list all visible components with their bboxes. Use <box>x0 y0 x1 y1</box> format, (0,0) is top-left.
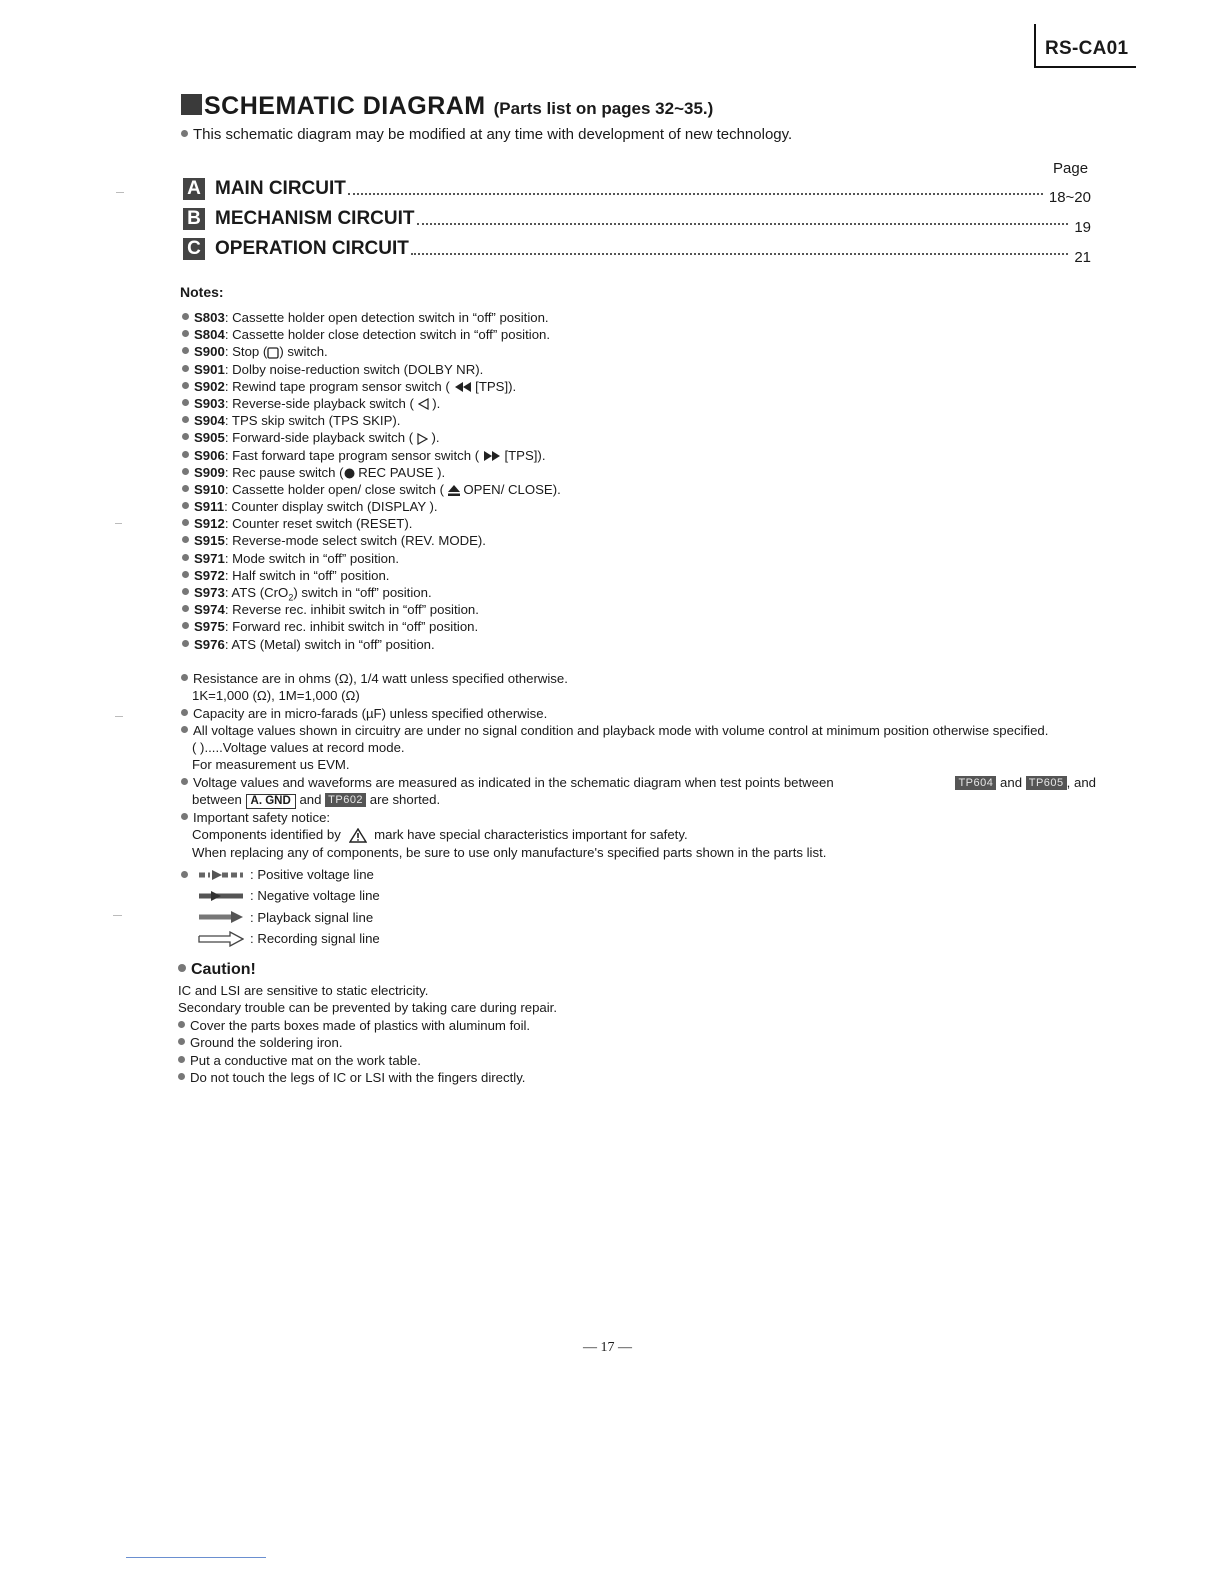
list-item <box>182 550 882 567</box>
switch-desc: : Dolby noise-reduction switch (DOLBY NR). <box>224 361 484 377</box>
switch-code: S804 <box>194 327 225 343</box>
caution-section <box>178 961 557 1086</box>
switch-desc-tail: ) switch. <box>279 344 328 360</box>
list-item <box>182 481 882 498</box>
switch-code: S910 <box>194 481 225 497</box>
general-notes <box>181 670 1096 861</box>
switch-desc: : ATS (CrO <box>224 585 289 600</box>
switch-desc: : Mode switch in “off” position. <box>224 550 400 566</box>
list-item <box>181 722 1096 739</box>
scan-speck <box>116 192 124 193</box>
forward-play-icon <box>417 433 428 445</box>
list-item <box>178 1052 557 1069</box>
bullet-icon <box>182 571 189 578</box>
bullet-icon <box>181 709 188 716</box>
note-text: Resistance are in ohms (Ω), 1/4 watt unless specified otherwise. <box>193 671 568 686</box>
toc-item-operation-circuit[interactable] <box>183 234 1091 266</box>
toc-item-title: MECHANISM CIRCUIT <box>215 208 415 229</box>
list-item <box>182 636 882 653</box>
switch-code: S912 <box>194 516 225 532</box>
scan-speck <box>115 716 123 717</box>
list-item <box>182 515 882 532</box>
playback-signal-line-icon <box>198 910 244 924</box>
switch-code: S973 <box>194 585 225 600</box>
switch-code: S906 <box>194 447 225 463</box>
toc-item-title: MAIN CIRCUIT <box>215 178 346 199</box>
title-square-icon <box>181 94 202 115</box>
list-item <box>182 498 882 515</box>
bullet-icon <box>182 433 189 440</box>
toc-item-page: 18~20 <box>1048 189 1091 206</box>
note-text: Components identified by <box>192 827 341 843</box>
legend-item-recording <box>181 928 380 949</box>
note-text: For measurement us EVM. <box>192 757 350 773</box>
legend-item-positive <box>181 864 380 885</box>
bullet-icon <box>182 313 189 320</box>
switch-list <box>182 309 882 653</box>
note-text: are shorted. <box>369 792 441 808</box>
list-item <box>178 1017 557 1034</box>
switch-desc: : Reverse-side playback switch ( <box>224 395 418 411</box>
toc-letter-badge: A <box>183 178 205 200</box>
switch-code: S971 <box>194 550 225 566</box>
caution-bullet-text: Cover the parts boxes made of plastics with aluminum foil. <box>190 1017 531 1033</box>
bullet-icon <box>178 1038 185 1045</box>
eject-icon <box>448 485 460 496</box>
switch-code: S911 <box>194 499 225 515</box>
bullet-icon <box>182 468 189 475</box>
legend-label: : Recording signal line <box>250 931 380 947</box>
bullet-icon <box>178 1056 185 1063</box>
stop-square-icon <box>267 347 279 359</box>
switch-desc-tail: [TPS]). <box>500 447 546 463</box>
toc-item-mechanism-circuit[interactable] <box>183 204 1091 236</box>
note-text: All voltage values shown in circuitry are under no signal condition and playback mode with volume control at minimum position otherwise specified. <box>193 722 1049 738</box>
switch-desc: : TPS skip switch (TPS SKIP). <box>224 413 401 429</box>
note-text <box>181 826 1096 843</box>
bullet-icon <box>181 871 188 878</box>
switch-desc: : Counter reset switch (RESET). <box>224 516 413 532</box>
switch-code: S900 <box>194 344 225 360</box>
agnd-badge: A. GND <box>246 794 296 809</box>
note-text: and <box>1000 774 1023 790</box>
switch-desc-tail: ). <box>428 395 441 411</box>
switch-code: S901 <box>194 361 225 377</box>
bullet-icon <box>181 674 188 681</box>
note-text: Important safety notice: <box>193 810 331 826</box>
toc-letter-badge: C <box>183 238 205 260</box>
list-item <box>182 447 882 464</box>
toc-item-title: OPERATION CIRCUIT <box>215 238 409 259</box>
bullet-icon <box>182 519 189 526</box>
note-text <box>181 791 1096 809</box>
bullet-icon <box>182 365 189 372</box>
note-text: Capacity are in micro-farads (µF) unless specified otherwise. <box>193 705 548 721</box>
intro-text: This schematic diagram may be modified at any time with development of new technology. <box>193 126 793 143</box>
list-item <box>181 705 1096 722</box>
list-item <box>182 584 882 601</box>
tp605-badge: TP605 <box>1026 776 1067 790</box>
bullet-icon <box>182 382 189 389</box>
note-text: , and <box>1066 774 1096 790</box>
recording-signal-line-icon <box>198 931 244 947</box>
bullet-icon <box>182 640 189 647</box>
scan-speck <box>115 523 122 524</box>
subscript: 2 <box>288 592 294 603</box>
switch-desc-tail: [TPS]). <box>471 378 517 394</box>
caution-bullet-text: Put a conductive mat on the work table. <box>190 1052 421 1068</box>
bullet-icon <box>182 451 189 458</box>
caution-bullet-text: Do not touch the legs of IC or LSI with the fingers directly. <box>190 1070 526 1086</box>
record-dot-icon <box>344 468 355 479</box>
toc-page-label: Page <box>1053 160 1089 177</box>
switch-code: S905 <box>194 430 225 446</box>
list-item <box>178 1069 557 1086</box>
list-item <box>182 309 882 326</box>
legend-item-playback <box>181 907 380 928</box>
bullet-icon <box>182 622 189 629</box>
list-item <box>182 532 882 549</box>
fast-forward-icon <box>483 451 501 461</box>
list-item <box>182 412 882 429</box>
bullet-icon <box>181 813 188 820</box>
note-text: mark have special characteristics important for safety. <box>374 827 688 843</box>
list-item <box>181 774 1096 791</box>
switch-desc: : Forward rec. inhibit switch in “off” position. <box>224 619 479 635</box>
footer-rule <box>126 1557 266 1558</box>
toc-item-main-circuit[interactable] <box>183 174 1091 206</box>
note-text: ( ).....Voltage values at record mode. <box>192 740 405 756</box>
switch-desc: : Cassette holder close detection switch in “off” position. <box>224 327 551 343</box>
switch-code: S972 <box>194 567 225 583</box>
bullet-icon <box>182 554 189 561</box>
switch-desc: : Reverse-mode select switch (REV. MODE). <box>224 533 486 549</box>
switch-code: S909 <box>194 464 225 480</box>
toc-item-page: 19 <box>1074 219 1091 236</box>
caution-line: Secondary trouble can be prevented by taking care during repair. <box>178 1000 558 1016</box>
switch-desc: : Stop ( <box>224 344 268 360</box>
bullet-icon <box>181 130 188 137</box>
reverse-play-icon <box>418 398 429 410</box>
list-item <box>182 618 882 635</box>
toc-leader-dots <box>411 253 1068 255</box>
bullet-icon <box>182 399 189 406</box>
switch-desc: : Forward-side playback switch ( <box>224 430 417 446</box>
caution-bullet-text: Ground the soldering iron. <box>190 1035 343 1051</box>
note-text: Voltage values and waveforms are measured as indicated in the schematic diagram when test points between <box>193 774 834 790</box>
switch-code: S902 <box>194 378 225 394</box>
list-item <box>182 395 882 412</box>
switch-desc: : Cassette holder open detection switch in “off” position. <box>224 310 549 325</box>
note-text: When replacing any of components, be sure to use only manufacture's specified parts shown in the parts list. <box>192 844 827 860</box>
legend-label: : Playback signal line <box>250 909 374 925</box>
legend-label: : Negative voltage line <box>250 888 380 904</box>
positive-voltage-line-icon <box>198 869 244 881</box>
rewind-icon <box>454 382 472 392</box>
toc-leader-dots <box>417 223 1069 225</box>
bullet-icon <box>178 964 186 972</box>
list-item <box>181 670 1096 687</box>
tp602-badge: TP602 <box>325 793 366 807</box>
switch-desc: : Fast forward tape program sensor switch ( <box>224 447 483 463</box>
intro-note <box>181 126 792 143</box>
switch-code: S904 <box>194 413 225 429</box>
list-item <box>182 378 882 395</box>
switch-code: S903 <box>194 395 225 411</box>
bullet-icon <box>182 502 189 509</box>
bullet-icon <box>182 416 189 423</box>
scan-speck <box>113 915 122 916</box>
toc-letter-badge: B <box>183 208 205 230</box>
switch-code: S976 <box>194 636 225 652</box>
bullet-icon <box>182 588 189 595</box>
list-item <box>181 809 1096 826</box>
note-text: and <box>299 792 322 808</box>
bullet-icon <box>181 726 188 733</box>
list-item <box>178 1034 557 1051</box>
switch-code: S974 <box>194 602 225 618</box>
switch-desc-tail: ) switch in “off” position. <box>293 585 432 600</box>
page-number: — 17 — <box>583 1340 632 1355</box>
legend-label: : Positive voltage line <box>250 867 374 883</box>
model-number: RS-CA01 <box>1045 38 1129 59</box>
note-text: between <box>192 792 242 808</box>
list-item <box>182 326 882 343</box>
caution-title: Caution! <box>191 961 256 978</box>
switch-desc: : Rewind tape program sensor switch ( <box>224 378 454 394</box>
switch-desc-tail: OPEN/ CLOSE). <box>459 481 561 497</box>
title-sub: (Parts list on pages 32~35.) <box>493 99 714 118</box>
notes-heading: Notes: <box>180 284 224 300</box>
bullet-icon <box>182 347 189 354</box>
negative-voltage-line-icon <box>198 890 244 902</box>
toc-leader-dots <box>348 193 1043 195</box>
bullet-icon <box>178 1021 185 1028</box>
switch-desc: : ATS (Metal) switch in “off” position. <box>224 636 435 652</box>
switch-code: S803 <box>194 310 225 325</box>
list-item <box>182 567 882 584</box>
legend-item-negative <box>181 885 380 906</box>
list-item <box>182 429 882 446</box>
note-text: 1K=1,000 (Ω), 1M=1,000 (Ω) <box>192 688 360 704</box>
list-item <box>182 343 882 360</box>
caution-line: IC and LSI are sensitive to static electricity. <box>178 983 429 998</box>
switch-desc: : Cassette holder open/ close switch ( <box>224 481 448 497</box>
switch-desc: : Counter display switch (DISPLAY ). <box>224 499 438 515</box>
tp604-badge: TP604 <box>955 776 996 790</box>
list-item <box>182 464 882 481</box>
switch-code: S915 <box>194 533 225 549</box>
list-item <box>182 601 882 618</box>
list-item <box>182 361 882 378</box>
page-title <box>181 92 713 121</box>
title-main: SCHEMATIC DIAGRAM <box>204 92 486 120</box>
caution-heading <box>178 961 557 979</box>
bullet-icon <box>178 1073 185 1080</box>
line-legend <box>181 864 380 949</box>
switch-desc-tail: REC PAUSE ). <box>354 464 446 480</box>
switch-code: S975 <box>194 619 225 635</box>
bullet-icon <box>182 605 189 612</box>
switch-desc: : Half switch in “off” position. <box>224 567 390 583</box>
toc-item-page: 21 <box>1074 249 1091 266</box>
bullet-icon <box>182 330 189 337</box>
bullet-icon <box>182 485 189 492</box>
switch-desc: : Rec pause switch ( <box>224 464 344 480</box>
bullet-icon <box>182 536 189 543</box>
switch-desc-tail: ). <box>427 430 440 446</box>
bullet-icon <box>181 778 188 785</box>
warning-triangle-icon <box>349 828 367 843</box>
switch-desc: : Reverse rec. inhibit switch in “off” position. <box>224 602 479 618</box>
